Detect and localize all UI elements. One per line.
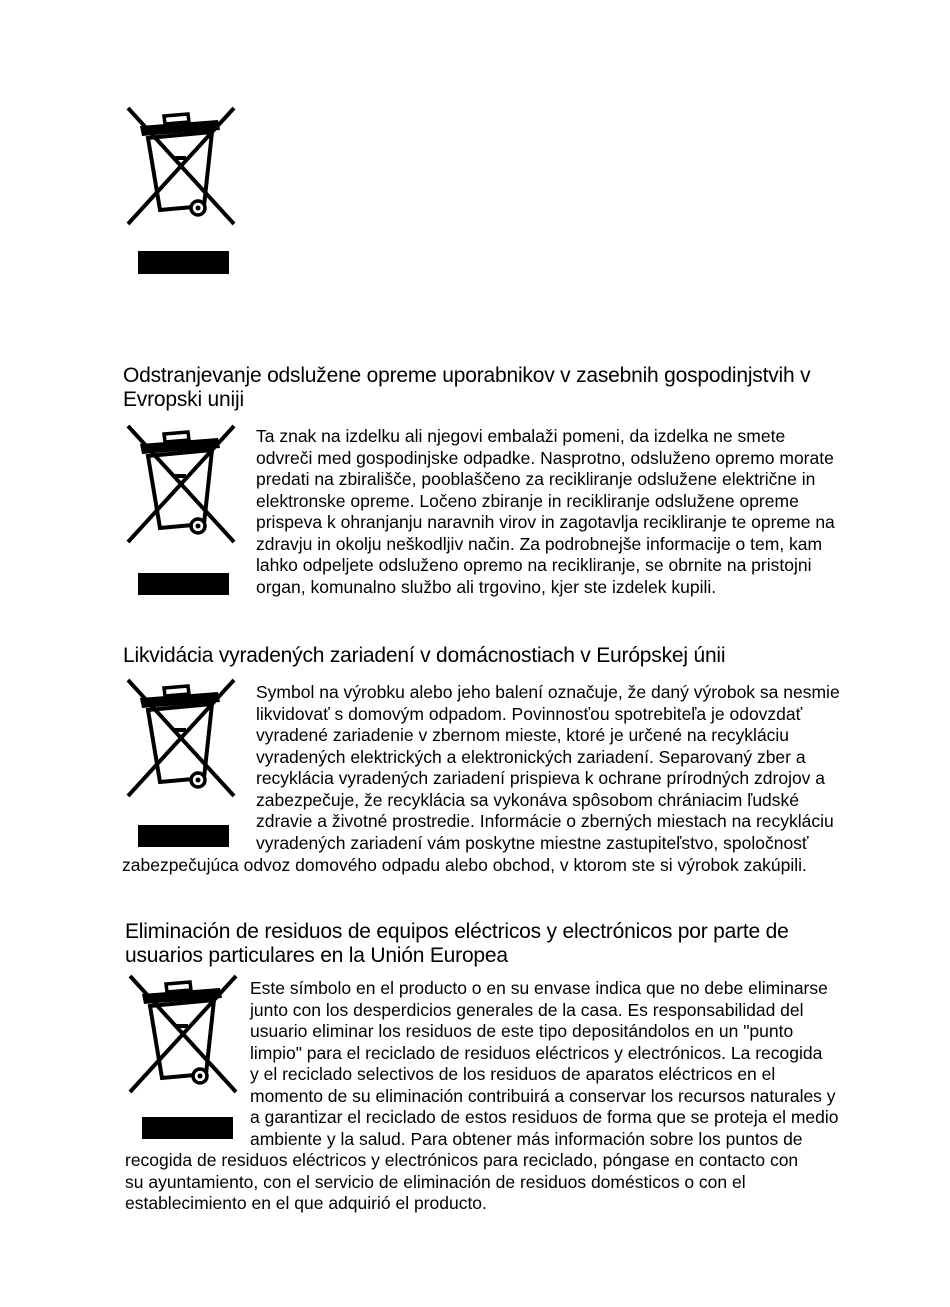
heading-line: Evropski uniji [123,388,244,411]
text-line: y el reciclado selectivos de los residuos de aparatos eléctricos en el [250,1064,776,1084]
heading-line: usuarios particulares en la Unión Europea [125,944,508,967]
section-text-spanish-tail [125,1150,798,1215]
heading-line: Likvidácia vyradených zariadení v domácnostiach v Európskej únii [123,644,726,667]
weee-bar-top [138,251,229,274]
text-line: prispeva k ohranjanju naravnih virov in zagotavlja recikliranje te opreme na [256,512,835,532]
section-text-spanish [250,978,839,1150]
text-line: recogida de residuos eléctricos y electrónicos para reciclado, póngase en contacto con [125,1150,799,1170]
crossed-out-wheelie-bin-icon [122,102,242,232]
text-line: vyradených elektrických a elektronických zariadení. Separovaný zber a [256,746,806,767]
text-line: establecimiento en el que adquirió el producto. [125,1193,487,1213]
text-line: odvreči med gospodinjske odpadke. Nasprotno, odsluženo opremo morate [256,447,834,468]
text-line: vyradené zariadenie v zbernom mieste, ktoré je určené na recykláciu [256,725,790,745]
text-line: junto con los desperdicios generales de la casa. Es responsabilidad del [250,999,804,1020]
section-text-slovak [256,682,840,854]
text-line: predati na zbirališče, pooblaščeno za recikliranje odslužene električne in [256,469,816,489]
section-heading-slovenian [123,364,810,412]
crossed-out-wheelie-bin-icon [122,674,242,804]
text-line: momento de su eliminación contribuirá a conservar los recursos naturales y [250,1085,836,1106]
section-text-slovenian [256,426,835,598]
text-line: zdravju in okolju neškodljiv način. Za podrobnejše informacije o tem, kam [256,533,823,554]
text-line: Este símbolo en el producto o en su envase indica que no debe eliminarse [250,978,828,998]
text-line: su ayuntamiento, con el servicio de eliminación de residuos domésticos o con el [125,1171,746,1192]
heading-line: Odstranjevanje odslužene opreme uporabnikov v zasebnih gospodinjstvih v [123,364,811,387]
text-line: zdravie a životné prostredie. Informácie o zberných miestach na recykláciu [256,811,834,831]
text-line: lahko odpeljete odsluženo opremo na recikliranje, se obrnite na pristojni [256,555,812,575]
crossed-out-wheelie-bin-icon [124,970,244,1100]
heading-line: Eliminación de residuos de equipos eléctricos y electrónicos por parte de [125,920,789,943]
text-line: vyradených zariadení vám poskytne miestne zastupiteľstvo, spoločnosť [256,832,809,853]
text-line: likvidovať s domovým odpadom. Povinnosťou spotrebiteľa je odovzdať [256,703,803,724]
section-text-slovak-last [122,855,807,877]
text-line: organ, komunalno službo ali trgovino, kjer ste izdelek kupili. [256,576,717,597]
text-line: a garantizar el reciclado de estos residuos de forma que se proteja el medio [250,1107,839,1127]
text-line: limpio" para el reciclado de residuos eléctricos y electrónicos. La recogida [250,1042,823,1063]
text-line: recyklácia vyradených zariadení prispieva k ochrane prírodných zdrojov a [256,768,826,788]
text-line: zabezpečujúca odvoz domového odpadu alebo obchod, v ktorom ste si výrobok zakúpili. [122,855,807,875]
text-line: Ta znak na izdelku ali njegovi embalaži pomeni, da izdelka ne smete [256,426,786,446]
crossed-out-wheelie-bin-icon [122,420,242,550]
weee-bar-spanish [142,1117,233,1139]
weee-bar-slovenian [138,573,229,595]
text-line: Symbol na výrobku alebo jeho balení označuje, že daný výrobok sa nesmie [256,682,840,702]
weee-bar-slovak [138,825,229,847]
text-line: usuario eliminar los residuos de este tipo depositándolos en un "punto [250,1021,794,1041]
text-line: ambiente y la salud. Para obtener más información sobre los puntos de [250,1128,803,1149]
text-line: elektronske opreme. Ločeno zbiranje in recikliranje odslužene opreme [256,490,799,511]
section-heading-slovak [123,644,725,668]
text-line: zabezpečuje, že recyklácia sa vykonáva spôsobom chrániacim ľudské [256,789,800,810]
section-heading-spanish [125,920,789,968]
